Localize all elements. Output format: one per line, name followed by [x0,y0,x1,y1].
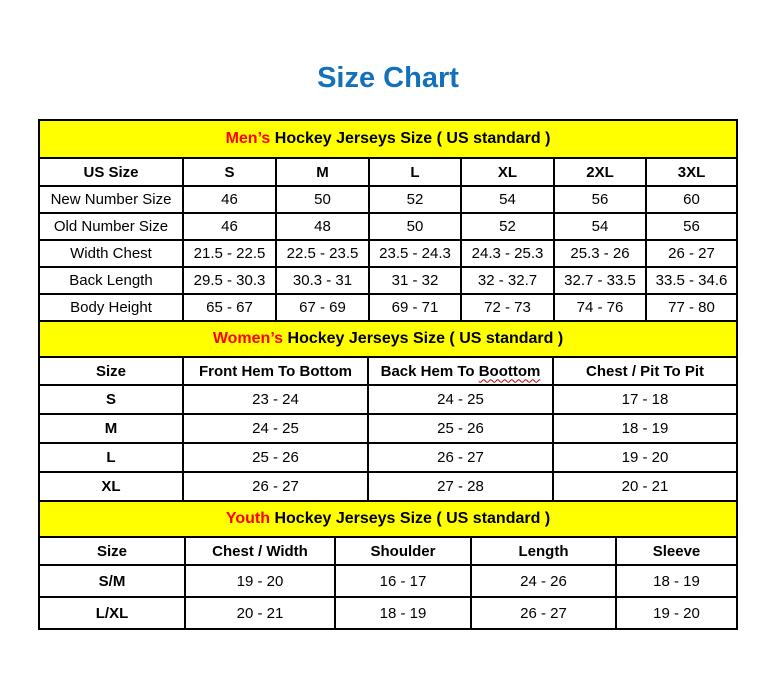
cell: 74 - 76 [554,294,646,321]
cell: 18 - 19 [335,597,471,629]
table-row-body-height [39,294,737,321]
table-row-women-m [39,414,737,443]
mens-col-header-3xl: 3XL [646,158,737,186]
womens-section-rest: Hockey Jerseys Size ( US standard ) [283,330,564,347]
cell: 46 [183,186,276,213]
row-label: M [39,414,183,443]
cell: 18 - 19 [553,414,737,443]
mens-col-header-l: L [369,158,461,186]
cell: 19 - 20 [616,597,737,629]
cell: 24 - 26 [471,565,616,597]
cell: 32 - 32.7 [461,267,554,294]
womens-section-band [39,321,737,357]
row-label: Body Height [39,294,183,321]
table-row-old-number-size [39,213,737,240]
cell: 25 - 26 [368,414,553,443]
cell: 29.5 - 30.3 [183,267,276,294]
cell: 23.5 - 24.3 [369,240,461,267]
table-row-women-xl [39,472,737,501]
page-title: Size Chart [317,62,459,94]
womens-col-header-size: Size [39,357,183,385]
cell: 56 [554,186,646,213]
mens-col-header-s: S [183,158,276,186]
back-hem-prefix: Back Hem To [380,362,479,380]
table-row-youth-lxl [39,597,737,629]
youth-header-row [39,537,737,565]
youth-col-header-shoulder: Shoulder [335,537,471,565]
cell: 32.7 - 33.5 [554,267,646,294]
cell: 52 [369,186,461,213]
row-label: New Number Size [39,186,183,213]
table-row-width-chest [39,240,737,267]
cell: 25 - 26 [183,443,368,472]
row-label: Old Number Size [39,213,183,240]
cell: 26 - 27 [183,472,368,501]
cell: 72 - 73 [461,294,554,321]
mens-col-header-m: M [276,158,369,186]
table-row-women-s [39,385,737,414]
cell: 26 - 27 [646,240,737,267]
youth-section-rest: Hockey Jerseys Size ( US standard ) [270,510,551,527]
back-hem-typo-squiggle: Boottom [478,362,541,380]
row-label: L [39,443,183,472]
cell: 16 - 17 [335,565,471,597]
size-chart [38,119,738,630]
cell: 50 [369,213,461,240]
mens-size-table [38,119,738,322]
cell: 52 [461,213,554,240]
cell: 48 [276,213,369,240]
row-label: S/M [39,565,185,597]
mens-col-header-us-size: US Size [39,158,183,186]
youth-section-header [39,501,737,537]
cell: 25.3 - 26 [554,240,646,267]
womens-size-table [38,320,738,502]
youth-col-header-chest-width: Chest / Width [185,537,335,565]
cell: 56 [646,213,737,240]
mens-section-highlight: Men’s [225,130,271,147]
cell: 67 - 69 [276,294,369,321]
table-row-new-number-size [39,186,737,213]
cell: 27 - 28 [368,472,553,501]
cell: 26 - 27 [368,443,553,472]
cell: 65 - 67 [183,294,276,321]
cell: 20 - 21 [553,472,737,501]
cell: 31 - 32 [369,267,461,294]
womens-col-header-front-hem: Front Hem To Bottom [183,357,368,385]
cell: 54 [554,213,646,240]
table-row-back-length [39,267,737,294]
cell: 19 - 20 [185,565,335,597]
cell: 69 - 71 [369,294,461,321]
table-row-women-l [39,443,737,472]
cell: 22.5 - 23.5 [276,240,369,267]
cell: 33.5 - 34.6 [646,267,737,294]
mens-section-band [39,120,737,158]
youth-col-header-length: Length [471,537,616,565]
row-label: XL [39,472,183,501]
cell: 17 - 18 [553,385,737,414]
cell: 46 [183,213,276,240]
youth-section-band [39,501,737,537]
youth-section-highlight: Youth [225,510,271,527]
mens-section-header [39,120,737,158]
womens-col-header-back-hem [368,357,553,385]
cell: 24 - 25 [368,385,553,414]
cell: 54 [461,186,554,213]
cell: 19 - 20 [553,443,737,472]
mens-col-header-2xl: 2XL [554,158,646,186]
cell: 30.3 - 31 [276,267,369,294]
cell: 77 - 80 [646,294,737,321]
cell: 21.5 - 22.5 [183,240,276,267]
row-label: Width Chest [39,240,183,267]
womens-col-header-chest: Chest / Pit To Pit [553,357,737,385]
mens-section-rest: Hockey Jerseys Size ( US standard ) [270,130,551,147]
row-label: S [39,385,183,414]
cell: 60 [646,186,737,213]
womens-section-highlight: Women’s [212,330,284,347]
cell: 23 - 24 [183,385,368,414]
cell: 24 - 25 [183,414,368,443]
mens-col-header-xl: XL [461,158,554,186]
row-label: Back Length [39,267,183,294]
cell: 20 - 21 [185,597,335,629]
table-row-youth-sm [39,565,737,597]
cell: 50 [276,186,369,213]
youth-col-header-size: Size [39,537,185,565]
womens-header-row [39,357,737,385]
mens-header-row [39,158,737,186]
youth-col-header-sleeve: Sleeve [616,537,737,565]
youth-size-table [38,500,738,630]
cell: 26 - 27 [471,597,616,629]
womens-section-header [39,321,737,357]
cell: 18 - 19 [616,565,737,597]
row-label: L/XL [39,597,185,629]
cell: 24.3 - 25.3 [461,240,554,267]
